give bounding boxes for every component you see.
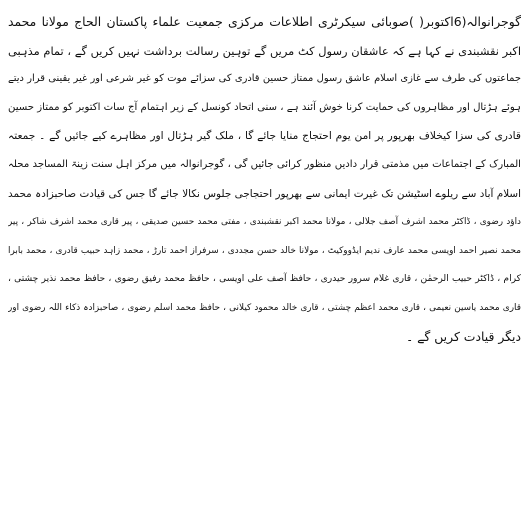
article-line-7: اسلام آباد سے ریلوے اسٹیشن تک غیرت ایمانی سے بھرپور احتجاجی جلوس نکالا جائے گا جس کی قیادت صاحبزادہ محمد [8,187,521,200]
article-body [8,8,521,351]
article-line-3: جماعتوں کی طرف سے غازی اسلام عاشق رسول ممتاز حسین قادری کی سزائے موت کو غیر شرعی اور غیر یقینی قرار دیتے [8,73,521,85]
article-line-8: داؤد رضوی ، ڈاکٹر محمد اشرف آصف جلالی ، مولانا محمد اکبر نقشبندی ، مفتی محمد حسین صدیقی ، پیر قاری محمد اشرف شاکر ، پیر [8,217,521,228]
article-line-2: اکبر نقشبندی نے کہا ہے کہ عاشقان رسول کٹ مریں گے توہین رسالت برداشت نہیں کریں گے ، تمام مذہبی [8,43,521,58]
article-line-10: کرام ، ڈاکٹر حبیب الرحمٰن ، قاری غلام سرور حیدری ، حافظ آصف علی اویسی ، حافظ محمد رفیق رضوی ، حافظ محمد نذیر چشتی ، [8,274,521,285]
article-line-5: قادری کی سزا کیخلاف بھرپور پر امن یوم احتجاج منایا جائے گا ، ملک گیر ہڑتال اور مظاہرے کیے جائیں گے ۔ جمعتہ [8,129,521,143]
article-line-1: گوجرانوالہ(6اکتوبر( )صوبائی سیکرٹری اطلاعات مرکزی جمعیت علماء پاکستان الحاج مولانا محمد [8,14,521,29]
article-line-12: دیگر قیادت کریں گے ۔ [405,328,521,344]
article-line-4: ہوئے ہڑتال اور مظاہروں کی حمایت کرنا خوش آئند ہے ، سنی اتحاد کونسل کے زیر اہتمام آج سات اکتوبر کو ممتاز حسین [8,101,521,113]
article-line-9: محمد نصیر احمد اویسی محمد عارف ندیم ایڈووکیٹ ، مولانا خالد حسن مجددی ، سرفراز احمد تارڑ ، محمد زاہد حبیب قادری ، محمد بابرا [8,245,521,256]
article-line-11: قاری محمد یاسین نعیمی ، قاری محمد اعظم چشتی ، قاری خالد محمود کیلانی ، حافظ محمد اسلم رضوی ، صاحبزادہ ذکاء اللہ رضوی اور [8,302,521,313]
article-line-6: المبارک کے اجتماعات میں مذمتی قرار دادیں منظور کرائی جائیں گی ، گوجرانوالہ میں مرکز اہل سنت زینۃ المساجد محلہ [8,158,521,170]
